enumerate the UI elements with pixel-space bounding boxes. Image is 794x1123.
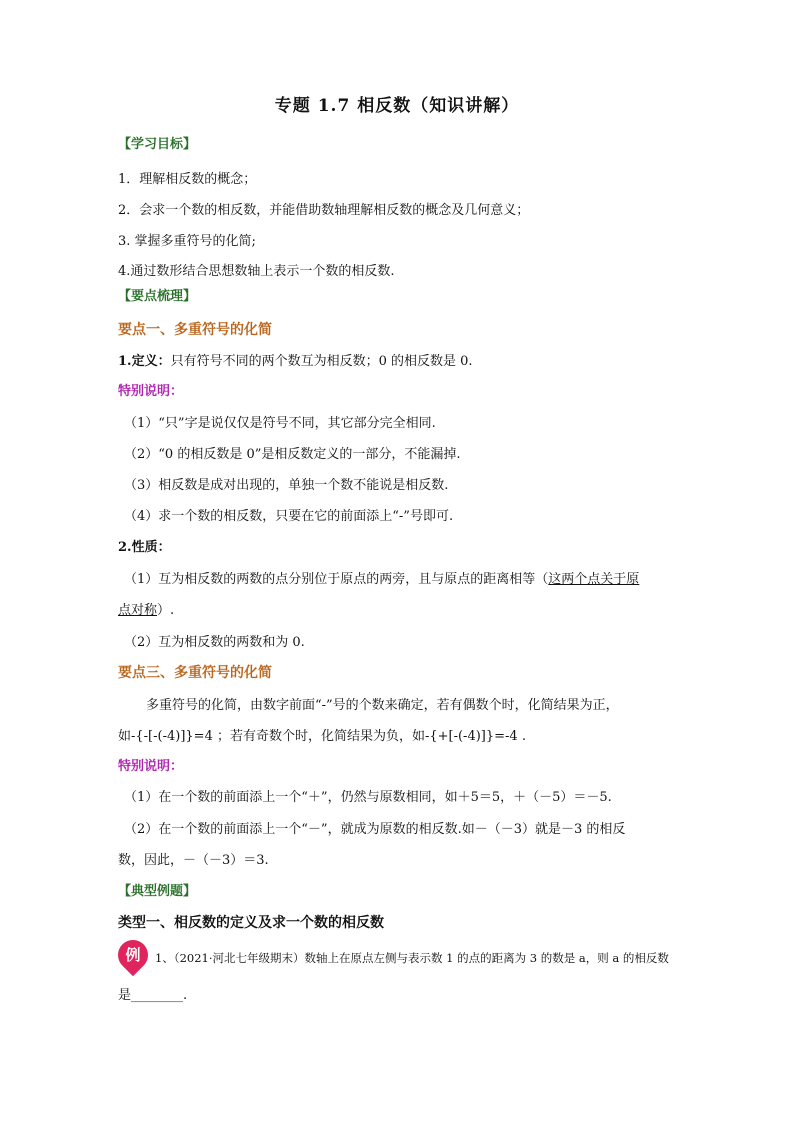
special-note-item: （4）求一个数的相反数，只要在它的前面添上“-”号即可. — [124, 509, 454, 524]
definition-label: 1.定义： — [118, 354, 171, 369]
property-underlined-text: 点对称 — [118, 603, 158, 618]
special-note-item: （2）“0 的相反数是 0”是相反数定义的一部分，不能漏掉. — [124, 447, 461, 462]
multi-sign-paragraph-cont: 如-{-[-(-4)]}=4 ；若有奇数个时，化简结果为负，如-{+[-(-4)]}=-4 . — [118, 729, 526, 744]
special-note-item: （1）“只”字是说仅仅是符号不同，其它部分完全相同. — [124, 416, 436, 431]
property-label: 2.性质： — [118, 540, 171, 555]
property-item-1 — [124, 570, 639, 590]
example-question: 1、（2021·河北七年级期末）数轴上在原点左侧与表示数 1 的点的距离为 3 的数是 a，则 a 的相反数 — [155, 951, 669, 965]
special-note-2-item: （1）在一个数的前面添上一个“＋”，仍然与原数相同，如＋5＝5，＋（－5）＝－5. — [124, 790, 612, 805]
goal-item: 1．理解相反数的概念； — [118, 172, 257, 187]
page-title: 专题 1.7 相反数（知识讲解） — [274, 96, 520, 116]
definition-text: 只有符号不同的两个数互为相反数；0 的相反数是 0. — [170, 354, 473, 369]
example-badge-label: 例 — [125, 946, 141, 964]
learning-goals-tag: 【学习目标】 — [118, 137, 197, 152]
property-text: （1）互为相反数的两数的点分别位于原点的两旁，且与原点的距离相等（ — [124, 572, 549, 587]
example-question-cont: 是________. — [118, 988, 188, 1003]
property-underlined-text: 这两个点关于原 — [548, 572, 640, 587]
type1-heading: 类型一、相反数的定义及求一个数的相反数 — [118, 915, 384, 931]
special-note-2-item-cont: 数，因此，－（－3）＝3. — [118, 853, 269, 868]
special-note-label: 特别说明： — [118, 384, 184, 399]
special-note-item: （3）相反数是成对出现的，单独一个数不能说是相反数. — [124, 478, 449, 493]
goal-item: 4.通过数形结合思想数轴上表示一个数的相反数. — [118, 264, 395, 279]
definition-line — [118, 352, 473, 372]
key-points-tag: 【要点梳理】 — [118, 289, 197, 304]
special-note-label-2: 特别说明： — [118, 759, 184, 774]
goal-item: 3. 掌握多重符号的化简; — [118, 234, 256, 249]
property-item-1-cont — [118, 601, 174, 621]
goal-item: 2．会求一个数的相反数，并能借助数轴理解相反数的概念及几何意义； — [118, 203, 530, 218]
typical-examples-tag: 【典型例题】 — [118, 884, 197, 899]
point3-heading: 要点三、多重符号的化简 — [118, 665, 272, 681]
property-item-2: （2）互为相反数的两数和为 0. — [124, 635, 305, 650]
multi-sign-paragraph: 多重符号的化简，由数字前面“-”号的个数来确定，若有偶数个时，化简结果为正， — [146, 698, 619, 713]
special-note-2-item: （2）在一个数的前面添上一个“－”，就成为原数的相反数.如－（－3）就是－3 的相反 — [124, 822, 626, 837]
point1-heading: 要点一、多重符号的化简 — [118, 322, 272, 338]
property-text: ）. — [157, 603, 175, 618]
